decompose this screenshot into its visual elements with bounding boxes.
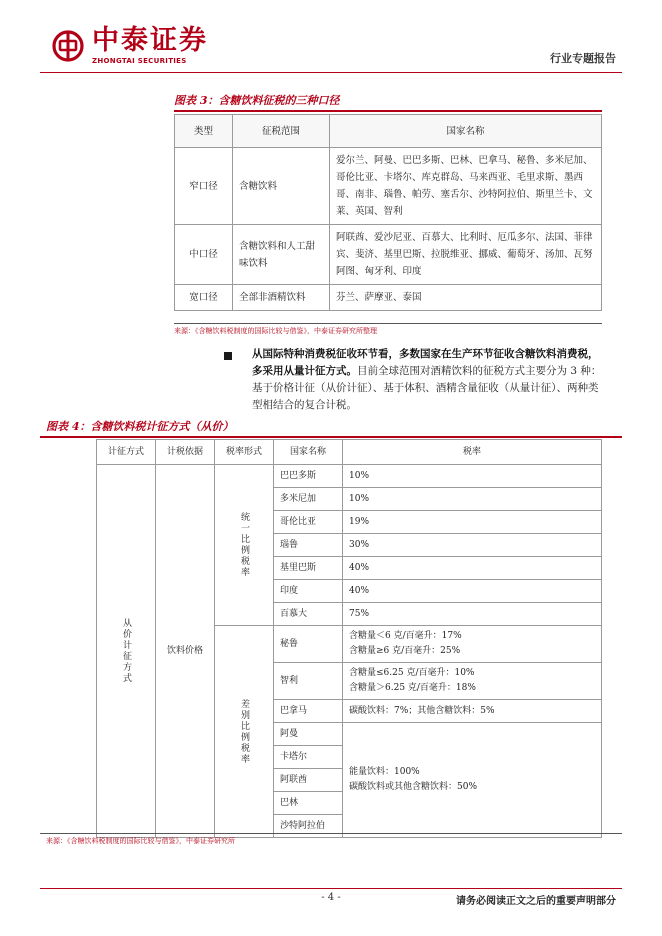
figure3-table <box>174 114 602 311</box>
figure3-bottom-rule <box>174 323 602 324</box>
header-divider <box>40 72 622 73</box>
zhongtai-logo-icon <box>52 30 84 62</box>
table-cell: 全部非酒精饮料 <box>233 285 330 311</box>
table-cell: 30% <box>343 534 602 557</box>
table-cell: 巴拿马 <box>274 700 343 723</box>
rate-line: 含糖量≤6.25 克/百毫升：10% <box>349 668 475 678</box>
method-label: 从价计征方式 <box>121 618 131 684</box>
table-cell: 阿联酋 <box>274 769 343 792</box>
table-cell: 智利 <box>274 663 343 700</box>
figure4-table <box>96 439 602 838</box>
rate-line: 含糖量＜6 克/百毫升：17% <box>349 631 462 641</box>
table-row <box>175 225 602 285</box>
table-cell: 10% <box>343 488 602 511</box>
brand-name-en: ZHONGTAI SECURITIES <box>92 57 187 65</box>
table-cell <box>343 626 602 663</box>
table-header-cell: 税率形式 <box>215 440 274 465</box>
table-cell: 多米尼加 <box>274 488 343 511</box>
table-header-cell: 国家名称 <box>330 115 602 148</box>
figure4-bottom-rule <box>40 833 622 834</box>
table-cell: 40% <box>343 580 602 603</box>
rate-line: 碳酸饮料或其他含糖饮料：50% <box>349 782 478 792</box>
table-cell: 秘鲁 <box>274 626 343 663</box>
table-cell: 哥伦比亚 <box>274 511 343 534</box>
table-cell: 巴巴多斯 <box>274 465 343 488</box>
table-cell: 卡塔尔 <box>274 746 343 769</box>
table-cell: 75% <box>343 603 602 626</box>
paragraph-bold-text: 从国际特种消费税征收环节看，多数国家在生产环节征收含糖饮料消费税，多采用从量计征方式。 <box>252 348 599 377</box>
figure3-source: 来源：《含糖饮料税制度的国际比较与借鉴》，中泰证券研究所整理 <box>174 327 377 335</box>
figure3-title: 图表 3：含糖饮料征税的三种口径 <box>174 94 340 107</box>
table-cell: 19% <box>343 511 602 534</box>
table-header-cell: 国家名称 <box>274 440 343 465</box>
rate-line: 含糖量＞6.25 克/百毫升：18% <box>349 683 476 693</box>
rate-line: 含糖量≥6 克/百毫升：25% <box>349 646 461 656</box>
table-cell <box>343 663 602 700</box>
table-cell: 40% <box>343 557 602 580</box>
table-cell: 沙特阿拉伯 <box>274 815 343 838</box>
table-header-row <box>97 440 602 465</box>
form-uniform-label: 统一比例税率 <box>239 512 249 578</box>
rate-line: 能量饮料：100% <box>349 767 420 777</box>
table-header-cell: 计税依据 <box>156 440 215 465</box>
table-cell <box>215 626 274 838</box>
figure4-title-rule <box>40 436 622 438</box>
table-cell: 百慕大 <box>274 603 343 626</box>
table-cell: 阿曼 <box>274 723 343 746</box>
table-cell: 基里巴斯 <box>274 557 343 580</box>
footer-divider <box>40 888 622 889</box>
form-diff-label: 差别比例税率 <box>239 698 249 765</box>
table-cell: 10% <box>343 465 602 488</box>
table-cell <box>343 723 602 838</box>
table-cell: 中口径 <box>175 225 233 285</box>
table-header-cell: 税率 <box>343 440 602 465</box>
table-cell: 含糖饮料和人工甜味饮料 <box>233 225 330 285</box>
brand-name-cn: 中泰证券 <box>92 25 208 56</box>
table-cell: 含糖饮料 <box>233 148 330 225</box>
table-row <box>175 285 602 311</box>
table-header-cell: 征税范围 <box>233 115 330 148</box>
paragraph-text: 目前全球范围对酒精饮料的征税方式主要分为 3 种：基于价格计征（从价计征）、基于体积、酒精含量征收（从量计征）、两种类型相结合的复合计税。 <box>252 365 602 411</box>
footer-disclaimer: 请务必阅读正文之后的重要声明部分 <box>456 896 616 907</box>
table-cell: 窄口径 <box>175 148 233 225</box>
table-row <box>97 465 602 488</box>
table-cell: 宽口径 <box>175 285 233 311</box>
table-cell: 碳酸饮料：7%；其他含糖饮料：5% <box>343 700 602 723</box>
report-type-label: 行业专题报告 <box>550 52 616 65</box>
table-cell: 饮料价格 <box>156 465 215 838</box>
table-cell: 爱尔兰、阿曼、巴巴多斯、巴林、巴拿马、秘鲁、多米尼加、哥伦比亚、卡塔尔、库克群岛、马来西亚、毛里求斯、墨西哥、南非、瑙鲁、帕劳、塞舌尔、沙特阿拉伯、斯里兰卡、文莱、英国、智利 <box>330 148 602 225</box>
figure4-source: 来源：《含糖饮料税制度的国际比较与借鉴》，中泰证券研究所 <box>46 837 235 845</box>
table-header-cell: 计征方式 <box>97 440 156 465</box>
table-row <box>175 148 602 225</box>
table-cell: 芬兰、萨摩亚、泰国 <box>330 285 602 311</box>
table-cell: 巴林 <box>274 792 343 815</box>
table-cell: 阿联酋、爱沙尼亚、百慕大、比利时、厄瓜多尔、法国、菲律宾、斐济、基里巴斯、拉脱维亚、挪威、葡萄牙、汤加、瓦努阿图、匈牙利、印度 <box>330 225 602 285</box>
table-header-cell: 类型 <box>175 115 233 148</box>
figure3-title-rule <box>174 110 602 112</box>
table-cell: 瑙鲁 <box>274 534 343 557</box>
table-cell <box>97 465 156 838</box>
figure4-title: 图表 4：含糖饮料税计征方式（从价） <box>46 420 234 433</box>
table-header-row <box>175 115 602 148</box>
body-paragraph <box>252 346 602 414</box>
page-number: - 4 - <box>321 892 341 903</box>
table-cell <box>215 465 274 626</box>
table-cell: 印度 <box>274 580 343 603</box>
bullet-square-icon <box>224 352 232 360</box>
